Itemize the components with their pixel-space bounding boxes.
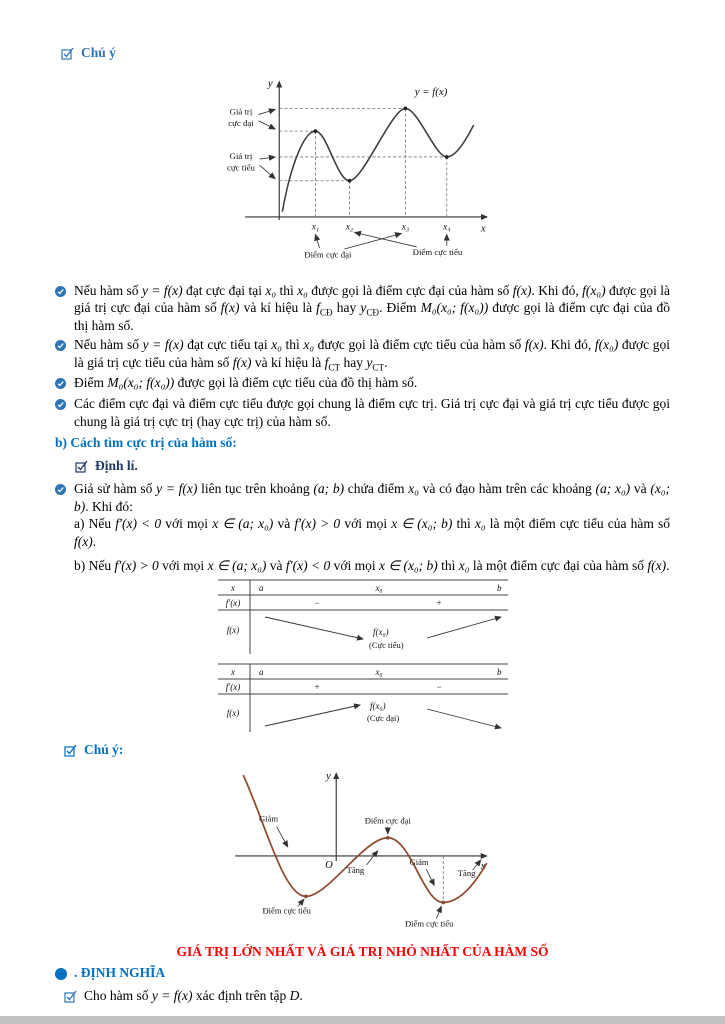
cell-x0: x₀ bbox=[374, 583, 383, 593]
bullet-item bbox=[55, 395, 670, 430]
cell-b: b bbox=[496, 583, 501, 593]
increase-mid-label: Tăng bbox=[346, 864, 365, 875]
bullet-item bbox=[55, 374, 670, 394]
last-line-row bbox=[64, 987, 670, 1008]
sign-right: − bbox=[435, 681, 442, 692]
variation-table-max bbox=[217, 663, 509, 733]
function-curve bbox=[243, 775, 487, 902]
cell-fprime: f′(x) bbox=[225, 681, 240, 692]
min-value-label bbox=[227, 151, 275, 179]
arrow-increasing bbox=[427, 617, 501, 638]
checkbox-icon bbox=[75, 459, 88, 478]
cell-a: a bbox=[258, 583, 263, 593]
theorem-case-a: a) Nếu f′(x) < 0 với mọi x ∈ (a; x₀) và f′(x) > 0 với mọi x ∈ (x₀; b) thì x₀ là một điểm cực tiểu của hàm số f(x). bbox=[74, 516, 670, 549]
theorem-title: Định lí. bbox=[95, 457, 138, 473]
variation-table2-wrap bbox=[55, 663, 670, 738]
bullet-icon bbox=[55, 376, 66, 394]
cell-fprime: f′(x) bbox=[225, 598, 240, 608]
svg-text:x₄: x₄ bbox=[442, 221, 450, 232]
theorem-text bbox=[74, 480, 670, 575]
bullet-icon bbox=[55, 397, 66, 415]
note2-heading-row bbox=[64, 741, 670, 762]
figure2-wrap bbox=[55, 765, 670, 939]
x-tick-labels bbox=[310, 222, 450, 232]
cell-x: x bbox=[230, 583, 235, 593]
last-line-text: Cho hàm số y = f(x) xác định trên tập D. bbox=[84, 988, 303, 1004]
max-note: (Cực đại) bbox=[366, 712, 399, 723]
arrow-decreasing bbox=[427, 709, 501, 728]
theorem-case-b: b) Nếu f′(x) > 0 với mọi x ∈ (a; x₀) và f′(x) < 0 với mọi x ∈ (x₀; b) thì x₀ là một điểm cực đại của hàm số f(x). bbox=[74, 558, 670, 574]
function-curve bbox=[282, 108, 473, 211]
sign-left: + bbox=[313, 681, 320, 692]
section-b-heading: b) Cách tìm cực trị của hàm số: bbox=[55, 435, 237, 451]
y-axis-label: y bbox=[326, 770, 331, 782]
section-red-heading: GIÁ TRỊ LỚN NHẤT VÀ GIÁ TRỊ NHỎ NHẤT CỦA HÀM SỐ bbox=[176, 943, 549, 959]
cell-f: f(x) bbox=[226, 707, 239, 718]
figure1-wrap bbox=[55, 67, 670, 274]
checkbox-icon bbox=[64, 989, 77, 1008]
decrease-left-label: Giảm bbox=[258, 813, 279, 824]
cell-b: b bbox=[496, 666, 501, 677]
figure-monotonic-graph bbox=[220, 765, 505, 935]
bullet-list bbox=[55, 282, 670, 430]
svg-text:Điểm cực tiểu: Điểm cực tiểu bbox=[412, 246, 462, 257]
bullet-text: Nếu hàm số y = f(x) đạt cực đại tại x₀ thì x₀ được gọi là điểm cực đại của hàm số f(x). Khi đó, f(x₀) được gọi là giá trị cực đại của hàm số f(x) và kí hiệu là $f_{CĐ}$ hay $y_{CĐ}$. Điểm M₀(x₀; f(x₀)) được gọi là điểm cực đại của đồ thị hàm số. bbox=[74, 282, 671, 333]
max-value: f(x₀) bbox=[369, 700, 386, 711]
note1-title: Chú ý bbox=[81, 45, 116, 60]
origin-label: O bbox=[325, 859, 333, 871]
cell-x: x bbox=[230, 666, 235, 677]
svg-text:Giá trị: Giá trị bbox=[229, 106, 252, 117]
cell-a: a bbox=[258, 666, 263, 677]
bullet-icon bbox=[55, 338, 66, 356]
svg-text:x₃: x₃ bbox=[401, 221, 409, 232]
svg-text:cực đại: cực đại bbox=[227, 117, 254, 128]
y-axis-label: y bbox=[267, 77, 273, 90]
extrema-dots bbox=[313, 106, 448, 182]
bullet-text: Điểm M₀(x₀; f(x₀)) được gọi là điểm cực tiểu của đồ thị hàm số. bbox=[74, 374, 418, 390]
min-point-right-label: Điểm cực tiểu bbox=[404, 918, 454, 929]
bullet-icon bbox=[55, 482, 66, 500]
annotations bbox=[259, 813, 481, 928]
min-point-left-label: Điểm cực tiểu bbox=[262, 905, 311, 916]
svg-text:x₂: x₂ bbox=[345, 221, 353, 232]
page-bottom-edge bbox=[0, 1016, 725, 1024]
svg-text:Điểm cực đại: Điểm cực đại bbox=[303, 248, 351, 259]
cell-x0: x₀ bbox=[374, 666, 383, 677]
min-value: f(x₀) bbox=[372, 627, 389, 637]
definition-title: . ĐỊNH NGHĨA bbox=[74, 964, 166, 980]
svg-text:Giá trị: Giá trị bbox=[229, 150, 252, 161]
sign-right: + bbox=[435, 598, 442, 608]
definition-heading-row bbox=[55, 964, 670, 985]
theorem-heading-row bbox=[75, 457, 670, 478]
bullet-text: Nếu hàm số y = f(x) đạt cực tiểu tại x₀ thì x₀ được gọi là điểm cực tiểu của hàm số f(x). Khi đó, f(x₀) được gọi là giá trị cực tiểu của hàm số f(x) và kí hiệu là $f_{CT}$ hay $y_{CT}$. bbox=[74, 337, 670, 373]
max-point-label: Điểm cực đại bbox=[364, 815, 411, 826]
theorem-intro: Giả sử hàm số y = f(x) liên tục trên khoảng (a; b) chứa điểm x₀ và có đạo hàm trên các khoảng (a; x₀) và (x₀; b). Khi đó: bbox=[74, 481, 671, 514]
max-value-label bbox=[228, 106, 275, 128]
increase-right-label: Tăng bbox=[457, 867, 476, 878]
note2-title: Chú ý: bbox=[84, 742, 124, 758]
axes bbox=[245, 81, 487, 220]
checkbox-icon bbox=[64, 743, 77, 762]
note1-heading-row bbox=[61, 44, 670, 65]
min-points-label bbox=[354, 232, 462, 257]
curve-equation-label: y = f(x) bbox=[414, 85, 447, 98]
bullet-icon bbox=[55, 284, 66, 302]
x-axis-label: x bbox=[480, 860, 486, 872]
arrow-increasing bbox=[265, 705, 360, 726]
variation-table-min bbox=[217, 579, 509, 655]
circle-icon bbox=[55, 967, 67, 985]
figure-extrema-graph bbox=[212, 67, 514, 270]
svg-text:cực tiểu: cực tiểu bbox=[226, 161, 255, 172]
checkbox-icon bbox=[61, 46, 74, 65]
bullet-item bbox=[55, 282, 670, 335]
min-note: (Cực tiểu) bbox=[368, 640, 404, 650]
variation-table1-wrap bbox=[55, 579, 670, 660]
svg-text:x₁: x₁ bbox=[311, 221, 319, 232]
cell-f: f(x) bbox=[226, 625, 239, 635]
x-axis-label: x bbox=[480, 221, 486, 234]
max-points-label bbox=[304, 233, 401, 259]
bullet-text: Các điểm cực đại và điểm cực tiểu được gọi chung là điểm cực trị. Giá trị cực đại và giá trị cực tiểu được gọi chung là giá trị cực trị (hay cực trị) của hàm số. bbox=[74, 396, 670, 429]
arrow-decreasing bbox=[265, 617, 363, 639]
sign-left: − bbox=[313, 598, 320, 608]
theorem-block bbox=[55, 480, 670, 575]
decrease-right-label: Giảm bbox=[409, 856, 429, 867]
bullet-item bbox=[55, 336, 670, 371]
